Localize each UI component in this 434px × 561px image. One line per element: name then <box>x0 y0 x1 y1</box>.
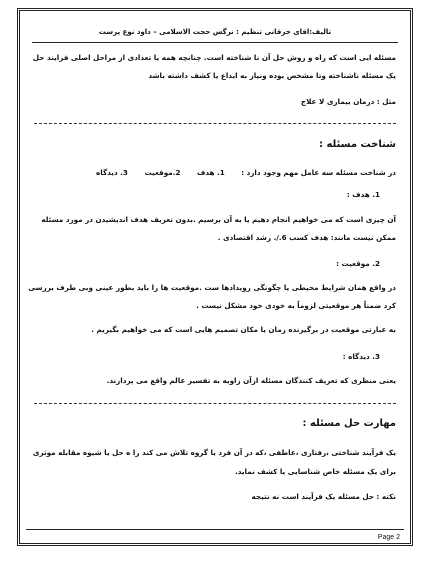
skill-line-1: یک فرآیند شناختی ،رفتاری ،عاطفی ،که در آن فرد یا گروه تلاش می کند را ه حل یا شیوه مقابله موثری <box>32 448 396 457</box>
factor-goal: 1. هدف <box>196 168 225 177</box>
footer-divider <box>26 529 404 530</box>
header-divider <box>32 42 398 43</box>
goal-line-2: ممکن نیست مانند: هدف کسب 6./. رشد اقتصادی . <box>217 233 396 242</box>
page-header: تالیف:اقای خرقانی تنظیم : نرگس حجت الاسلامی – داود نوع پرست <box>98 28 332 36</box>
goal-line-1: آن چیزی است که می خواهیم انجام دهیم یا به آن برسیم .بدون تعریف هدف اندیشیدن در مورد مسئله <box>41 215 396 224</box>
goal-heading: 1. هدف : <box>346 190 380 199</box>
skill-line-2: برای یک مسئله خاص شناسایی یا کشف نماید. <box>234 467 396 476</box>
intro-line-2: یک مسئله ناشناخته وتا مشخص بوده ونیاز به ابداع یا کشف داشته باشد <box>148 71 396 80</box>
factor-viewpoint: 3. دیدگاه <box>96 168 128 177</box>
situation-line-1: در واقع همان شرایط محیطی یا چگونگی رویدادها ست .موقعیت ها را باید بطور عینی وبی طرف بررسی <box>28 283 396 292</box>
situation-line-2: کرد ضمناً هر موقعیتی لزوماً به خودی خود مشکل نیست . <box>196 301 396 310</box>
section-title-problem-solving-skill: مهارت حل مسئله : <box>302 418 396 429</box>
situation-heading: 2. موقعیت : <box>336 259 380 268</box>
factor-situation: 2.موقعیت <box>144 168 181 177</box>
factors-row <box>34 168 396 177</box>
situation-line-3: به عبارتی موقعیت در برگیرنده زمان یا مکان تصمیم هایی است که می خواهیم بگیریم . <box>91 325 396 334</box>
intro-example: مثل : درمان بیماری لا علاج <box>300 97 396 106</box>
page-number: Page 2 <box>377 534 400 541</box>
section-divider-2 <box>34 403 396 404</box>
section-divider <box>34 123 396 124</box>
document-page <box>17 8 413 546</box>
viewpoint-line-1: یعنی منظری که تعریف کنندگان مسئله ازآن زاویه به تفسیر عالم واقع می پردازند. <box>106 376 396 385</box>
intro-line-1: مسئله ایی است که راه و روش حل آن نا شناخته است. چنانچه همه یا تعدادی از مراحل اصلی فرایند حل <box>32 53 396 62</box>
factors-lead: در شناخت مسئله سه عامل مهم وجود دارد : <box>241 168 396 177</box>
viewpoint-heading: 3. دیدگاه : <box>342 352 380 361</box>
skill-note: نکته : حل مسئله یک فرآیند است نه نتیجه <box>251 492 396 501</box>
section-title-problem-recognition: شناخت مسئله : <box>318 139 396 150</box>
